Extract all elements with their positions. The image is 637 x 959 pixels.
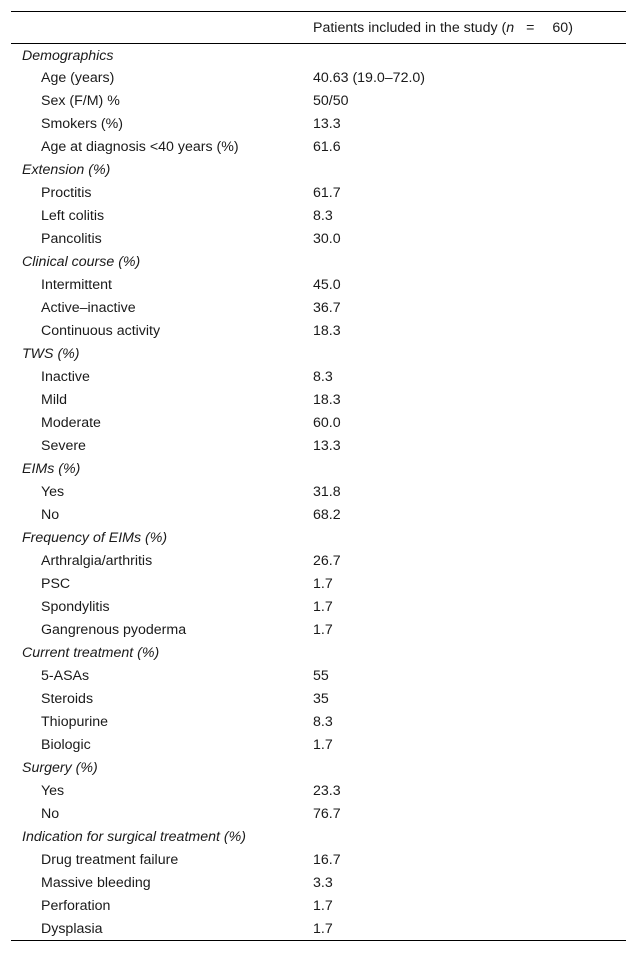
row-value: 26.7	[313, 553, 341, 569]
row-label: Inactive	[41, 369, 90, 385]
patient-characteristics-table-wrapper	[11, 11, 626, 941]
table-row	[11, 619, 626, 642]
table-row	[11, 780, 626, 803]
header-label-cell	[11, 12, 313, 44]
row-value: 18.3	[313, 392, 341, 408]
row-value: 61.6	[313, 139, 341, 155]
row-label: Intermittent	[41, 277, 112, 293]
section-row	[11, 343, 626, 366]
section-label: Current treatment (%)	[22, 645, 160, 661]
row-value: 1.7	[313, 599, 333, 615]
row-value: 60.0	[313, 415, 341, 431]
table-row	[11, 67, 626, 90]
patient-characteristics-table	[11, 11, 626, 941]
row-value: 1.7	[313, 622, 333, 638]
row-label: Massive bleeding	[41, 875, 151, 891]
row-value: 61.7	[313, 185, 341, 201]
row-value: 8.3	[313, 369, 333, 385]
header-value-equals: =	[526, 19, 535, 36]
row-label: Yes	[41, 484, 65, 500]
section-row	[11, 826, 626, 849]
table-row	[11, 228, 626, 251]
table-row	[11, 918, 626, 941]
row-value: 40.63 (19.0–72.0)	[313, 70, 426, 86]
row-value: 36.7	[313, 300, 341, 316]
row-label: Age (years)	[41, 70, 115, 86]
section-label: Clinical course (%)	[22, 254, 141, 270]
row-value: 1.7	[313, 918, 626, 941]
row-value	[313, 458, 626, 481]
section-row	[11, 458, 626, 481]
row-label: Sex (F/M) %	[41, 93, 120, 109]
row-value: 1.7	[313, 576, 333, 592]
row-label: Mild	[41, 392, 68, 408]
row-label: Spondylitis	[41, 599, 110, 615]
row-label: Gangrenous pyoderma	[41, 622, 187, 638]
section-label: EIMs (%)	[22, 461, 81, 477]
table-row	[11, 803, 626, 826]
section-row	[11, 642, 626, 665]
table-row	[11, 688, 626, 711]
row-label: Continuous activity	[41, 323, 161, 339]
row-value: 16.7	[313, 852, 341, 868]
row-label: No	[41, 507, 60, 523]
row-value: 8.3	[313, 208, 333, 224]
row-value: 23.3	[313, 783, 341, 799]
row-value	[313, 343, 626, 366]
header-value-cell	[313, 12, 626, 44]
row-value: 31.8	[313, 484, 341, 500]
row-label: Smokers (%)	[41, 116, 123, 132]
row-value: 30.0	[313, 231, 341, 247]
row-value: 8.3	[313, 714, 333, 730]
row-value: 18.3	[313, 323, 341, 339]
table-row	[11, 297, 626, 320]
row-label: Left colitis	[41, 208, 105, 224]
row-label: Dysplasia	[11, 918, 313, 941]
row-value	[313, 757, 626, 780]
row-value	[313, 251, 626, 274]
table-row	[11, 113, 626, 136]
section-row	[11, 757, 626, 780]
table-row	[11, 412, 626, 435]
row-value	[313, 159, 626, 182]
table-row	[11, 274, 626, 297]
row-label: Yes	[41, 783, 65, 799]
section-row	[11, 159, 626, 182]
row-value: 45.0	[313, 277, 341, 293]
row-label: Proctitis	[41, 185, 92, 201]
table-row	[11, 435, 626, 458]
section-label: Frequency of EIMs (%)	[22, 530, 168, 546]
table-row	[11, 320, 626, 343]
table-row	[11, 205, 626, 228]
section-row	[11, 527, 626, 550]
section-label: Indication for surgical treatment (%)	[22, 829, 246, 845]
table-row	[11, 481, 626, 504]
row-value: 3.3	[313, 875, 333, 891]
table-row	[11, 849, 626, 872]
row-label: PSC	[41, 576, 71, 592]
row-label: Arthralgia/arthritis	[41, 553, 153, 569]
table-header-row	[11, 12, 626, 44]
row-label: Pancolitis	[41, 231, 102, 247]
row-value: 50/50	[313, 93, 349, 109]
row-label: Drug treatment failure	[41, 852, 179, 868]
table-row	[11, 90, 626, 113]
row-label: 5-ASAs	[41, 668, 90, 684]
table-row	[11, 665, 626, 688]
row-label: Moderate	[41, 415, 101, 431]
table-row	[11, 366, 626, 389]
header-value-number: 60)	[552, 19, 573, 36]
table-row	[11, 573, 626, 596]
section-label: Extension (%)	[22, 162, 111, 178]
table-row	[11, 734, 626, 757]
table-row	[11, 872, 626, 895]
row-label: Age at diagnosis <40 years (%)	[41, 139, 239, 155]
section-label: TWS (%)	[22, 346, 80, 362]
section-row	[11, 251, 626, 274]
row-label: Biologic	[41, 737, 91, 753]
section-label: Demographics	[22, 48, 114, 65]
row-label: Active–inactive	[41, 300, 136, 316]
row-value	[313, 44, 626, 67]
row-value	[313, 642, 626, 665]
row-value: 13.3	[313, 116, 341, 132]
row-label: Thiopurine	[41, 714, 109, 730]
row-label: Perforation	[41, 898, 111, 914]
header-value-n: n	[506, 19, 515, 36]
row-value: 1.7	[313, 737, 333, 753]
section-label: Surgery (%)	[22, 760, 98, 776]
row-value: 13.3	[313, 438, 341, 454]
row-value: 1.7	[313, 898, 333, 914]
table-body	[11, 44, 626, 941]
row-value: 68.2	[313, 507, 341, 523]
header-value-prefix: Patients included in the study (	[313, 19, 507, 36]
row-label: Severe	[41, 438, 86, 454]
table-row	[11, 504, 626, 527]
table-row	[11, 136, 626, 159]
table-row	[11, 596, 626, 619]
row-value	[313, 527, 626, 550]
row-value: 55	[313, 668, 329, 684]
table-row	[11, 182, 626, 205]
table-row	[11, 389, 626, 412]
row-label: No	[41, 806, 60, 822]
table-row	[11, 550, 626, 573]
row-value	[313, 826, 626, 849]
row-value: 76.7	[313, 806, 341, 822]
section-row	[11, 44, 626, 67]
row-label: Steroids	[41, 691, 94, 707]
row-value: 35	[313, 691, 329, 707]
table-row	[11, 895, 626, 918]
table-row	[11, 711, 626, 734]
